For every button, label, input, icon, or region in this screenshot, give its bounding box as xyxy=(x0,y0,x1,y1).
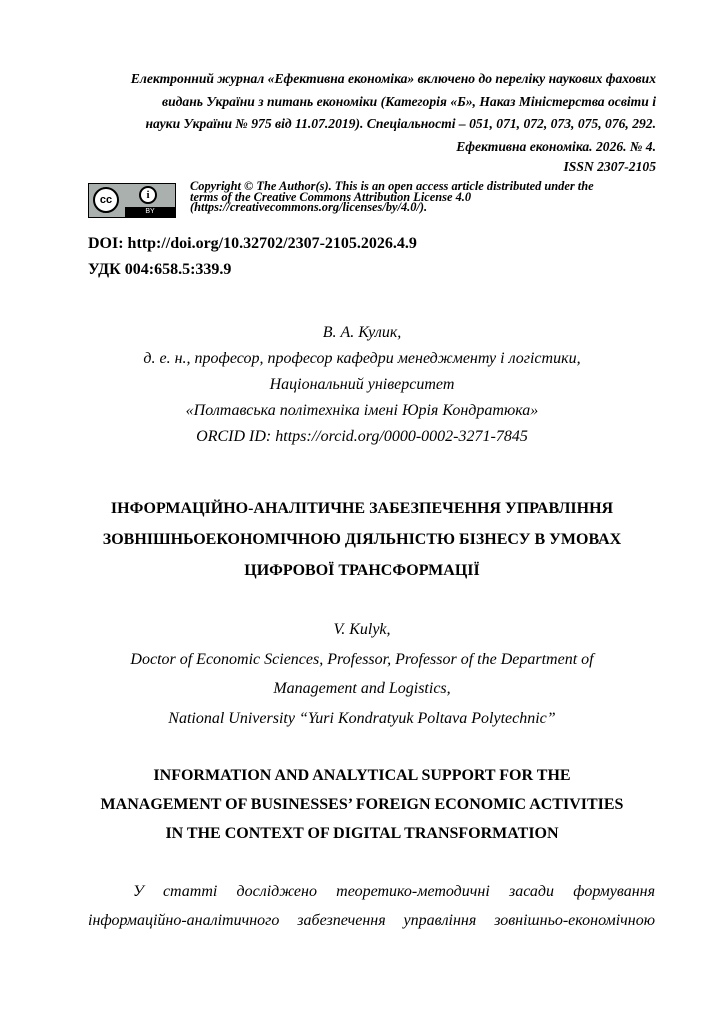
title-line: MANAGEMENT OF BUSINESSES’ FOREIGN ECONOMIC ACTIVITIES xyxy=(100,796,624,813)
author-degree: Doctor of Economic Sciences, Professor, Professor of the Department of xyxy=(130,650,594,668)
header-line: Електронний журнал «Ефективна економіка» включено до переліку наукових фахових xyxy=(130,71,656,86)
author-degree: д. е. н., професор, професор кафедри менеджменту і логістики, xyxy=(143,350,581,367)
title-uk xyxy=(0,493,724,586)
title-en xyxy=(0,761,724,848)
license-line: terms of the Creative Commons Attribution License 4.0 xyxy=(190,189,472,204)
author-affiliation: «Полтавська політехніка імені Юрія Кондратюка» xyxy=(185,402,539,419)
author-degree: Management and Logistics, xyxy=(273,680,451,697)
author-name: V. Kulyk, xyxy=(333,621,391,638)
author-name: В. А. Кулик, xyxy=(322,324,402,341)
udk: УДК 004:658.5:339.9 xyxy=(88,261,232,278)
author-uk xyxy=(0,320,724,450)
journal-header xyxy=(76,68,656,176)
header-line: Ефективна економіка. 2026. № 4. xyxy=(456,138,656,154)
abstract-line: інформаційно-аналітичного забезпечення управління зовнішньо-економічною xyxy=(88,912,655,929)
by-label: BY xyxy=(125,207,175,217)
abstract xyxy=(88,877,655,935)
title-line: ІНФОРМАЦІЙНО-АНАЛІТИЧНЕ ЗАБЕЗПЕЧЕННЯ УПРАВЛІННЯ xyxy=(110,500,614,517)
author-affiliation: National University “Yuri Kondratyuk Poltava Polytechnic” xyxy=(168,709,556,727)
license-line: (https://creativecommons.org/licenses/by/4.0/). xyxy=(190,200,428,214)
title-line: IN THE CONTEXT OF DIGITAL TRANSFORMATION xyxy=(165,825,559,842)
title-line: ЦИФРОВОЇ ТРАНСФОРМАЦІЇ xyxy=(244,562,480,579)
header-line: видань України з питань економіки (Категорія «Б», Наказ Міністерства освіти і xyxy=(162,93,656,109)
header-line: ISSN 2307-2105 xyxy=(563,158,656,174)
license-text xyxy=(190,181,594,213)
title-line: ЗОВНІШНЬОЕКОНОМІЧНОЮ ДІЯЛЬНІСТЮ БІЗНЕСУ В УМОВАХ xyxy=(102,531,622,548)
title-line: INFORMATION AND ANALYTICAL SUPPORT FOR THE xyxy=(153,767,571,784)
author-orcid[interactable]: ORCID ID: https://orcid.org/0000-0002-3271-7845 xyxy=(196,428,528,445)
cc-by-logo xyxy=(88,183,176,218)
author-en xyxy=(0,615,724,733)
header-line: науки України № 975 від 11.07.2019). Спеціальності – 051, 071, 072, 073, 075, 076, 292. xyxy=(145,116,656,131)
attribution-icon: i xyxy=(139,186,157,204)
doi[interactable]: DOI: http://doi.org/10.32702/2307-2105.2026.4.9 xyxy=(88,235,417,252)
license-line: Copyright © The Author(s). This is an open access article distributed under the xyxy=(190,179,594,193)
author-affiliation: Національний університет xyxy=(269,376,455,393)
abstract-line: У статті досліджено теоретико-методичні засади формування xyxy=(133,883,655,900)
cc-icon: cc xyxy=(93,187,119,213)
